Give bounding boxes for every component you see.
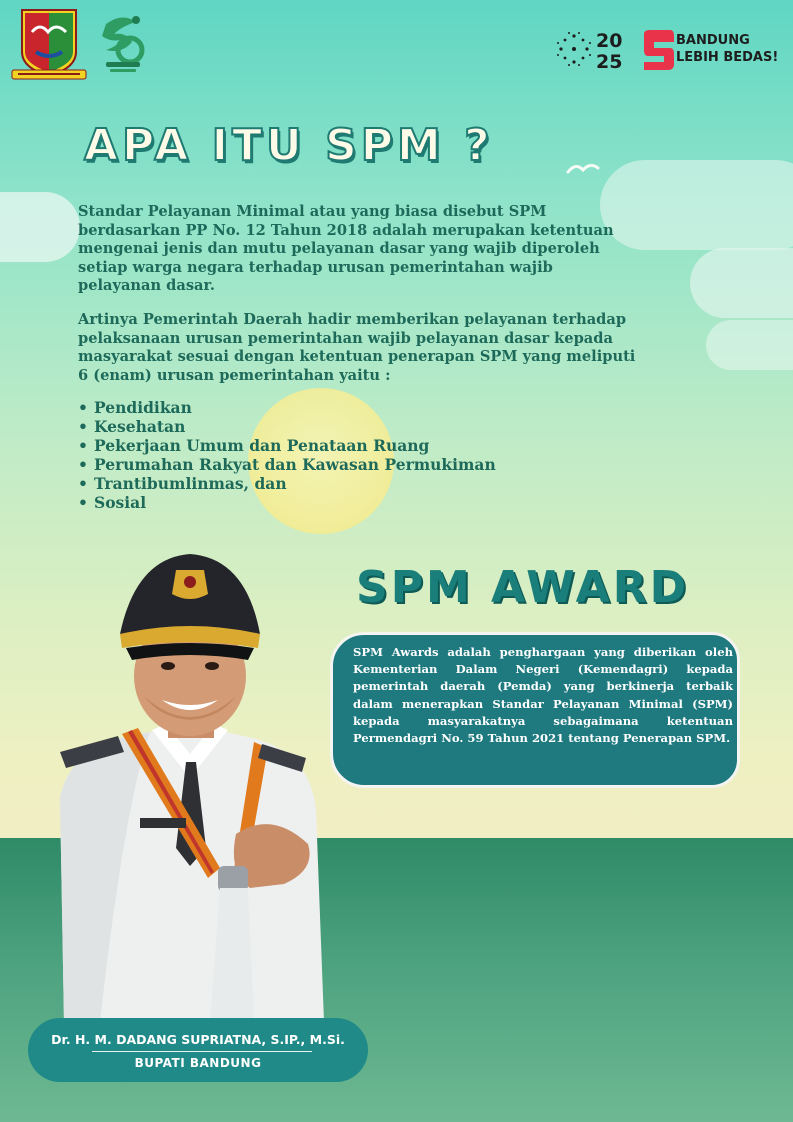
cloud-decoration [706,320,793,370]
list-item: • Perumahan Rakyat dan Kawasan Permukiman [78,455,496,474]
bandung-bedas-logo-icon [640,28,676,72]
hut-bandung-anniversary-icon [92,10,152,76]
name-divider [92,1051,312,1052]
bandung-lebih-bedas-wordmark [676,32,778,66]
kabupaten-bandung-crest-icon [8,8,90,80]
urusan-list [78,398,496,512]
cloud-decoration [0,192,80,262]
award-title: SPM AWARD [356,562,690,613]
2025-logo-icon [556,28,632,70]
svg-text:25: 25 [596,51,623,70]
spm-meaning-paragraph: Artinya Pemerintah Daerah hadir memberikan pelayanan terhadap pelaksanaan urusan pemerintahan wajib pelayanan dasar kepada masyarakat sesuai dengan ketentuan penerapan SPM yang meliputi 6 (enam) urusan pemerintahan yaitu : [78,311,636,384]
award-description-box [330,632,740,788]
official-position: BUPATI BANDUNG [134,1056,262,1070]
name-plate [28,1018,368,1082]
cloud-decoration [690,248,793,318]
spm-definition-paragraph: Standar Pelayanan Minimal atau yang biasa disebut SPM berdasarkan PP No. 12 Tahun 2018 adalah merupakan ketentuan mengenai jenis dan mutu pelayanan dasar yang wajib diperoleh setiap warga negara terhadap urusan pemerintahan wajib pelayanan dasar. [78,203,614,295]
official-name: Dr. H. M. DADANG SUPRIATNA, S.IP., M.Si. [51,1032,345,1047]
official-portrait-illustration [40,548,340,1022]
bedas-line-2: LEBIH BEDAS! [676,50,779,65]
bird-icon [566,160,600,176]
list-item: • Kesehatan [78,417,496,436]
award-description: SPM Awards adalah penghargaan yang diberikan oleh Kementerian Dalam Negeri (Kemendagri) kepada pemerintah daerah (Pemda) yang berkinerja terbaik dalam menerapkan Standar Pelayanan Minimal (SPM) kepada masyarakatnya sebagaimana ketentuan Permendagri No. 59 Tahun 2021 tentang Penerapan SPM. [353,645,733,746]
bedas-line-1: BANDUNG [676,33,750,48]
list-item: • Pendidikan [78,398,496,417]
list-item: • Trantibumlinmas, dan [78,474,496,493]
list-item: • Sosial [78,493,496,512]
page-title: APA ITU SPM ? [84,120,494,171]
svg-text:20: 20 [596,30,623,52]
list-item: • Pekerjaan Umum dan Penataan Ruang [78,436,496,455]
